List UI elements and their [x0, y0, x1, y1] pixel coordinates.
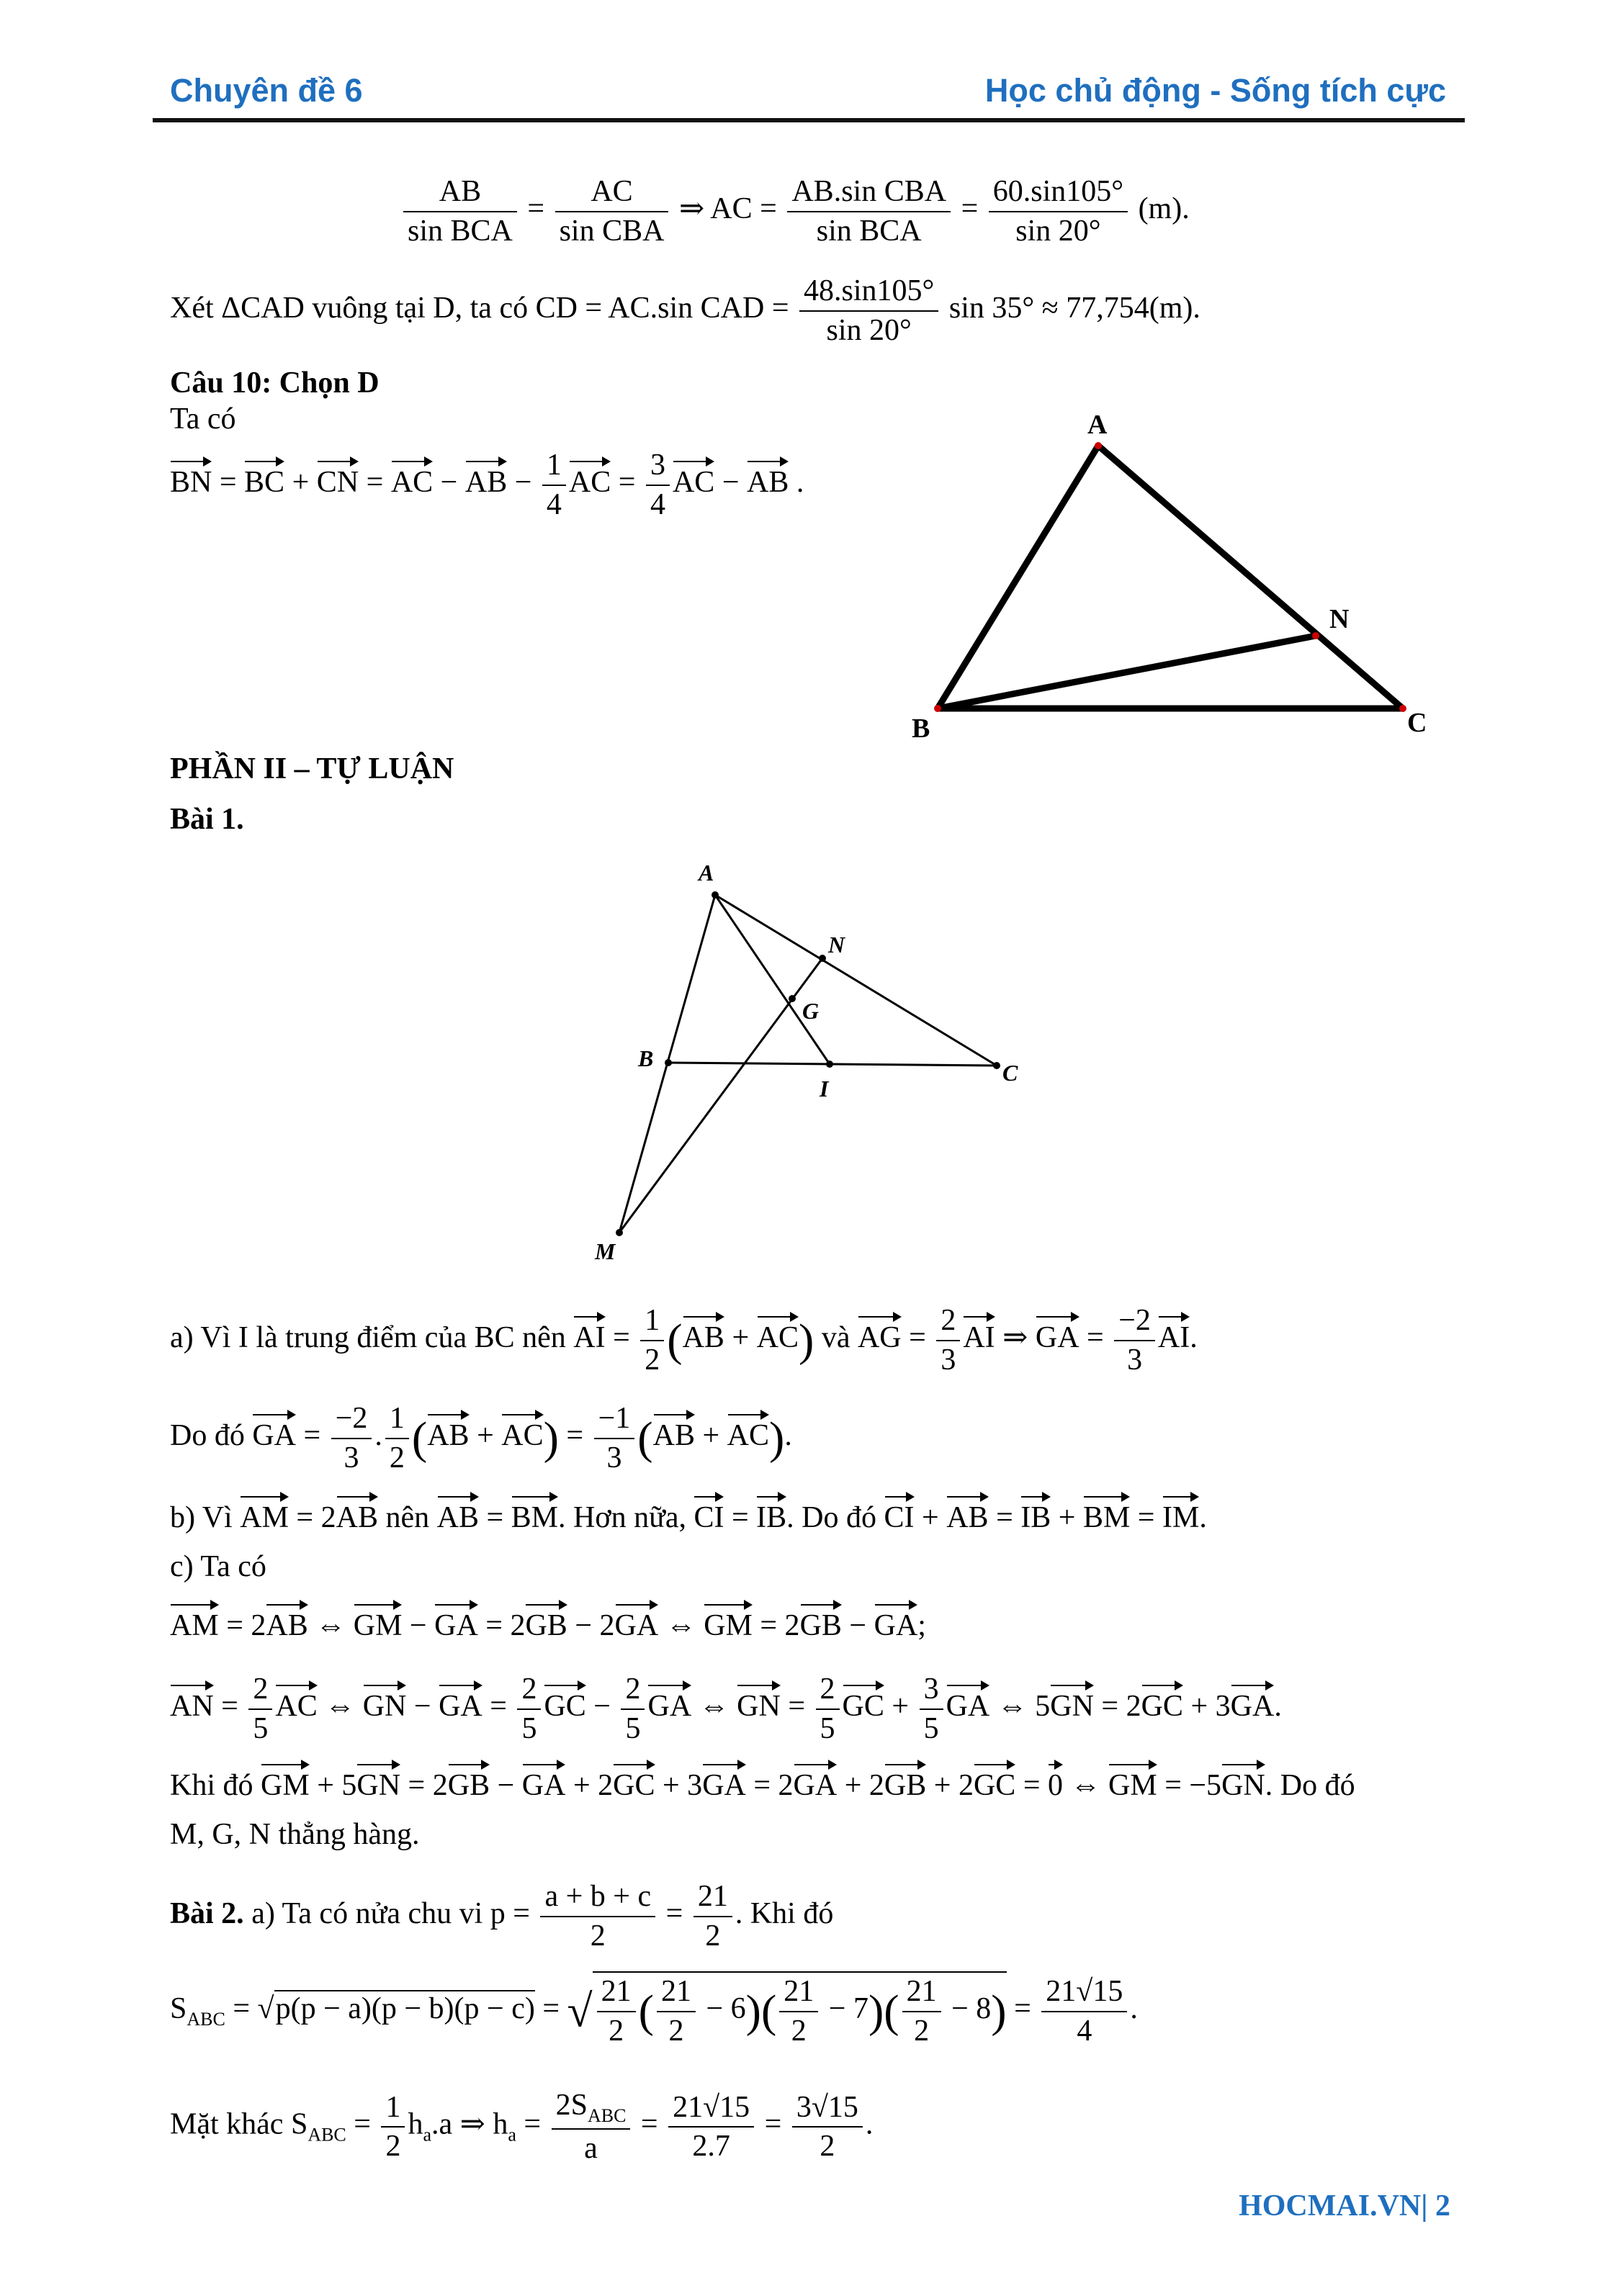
- point-c: [1399, 705, 1406, 712]
- part-a: a) Vì I là trung điểm của BC nên AI = $\frac{1}{2}$ (AB + AC) và AG = $\frac{2}{3}$ AI ⇒ GA = $\frac{-2}{3}$ AI.: [170, 1302, 1198, 1379]
- bn-vector-equation: BN = BC + CN = AC − AB − $\frac{1}{4}$ AC = $\frac{3}{4}$ AC − AB .: [170, 446, 804, 523]
- footer-page-number: HOCMAI.VN| 2: [1239, 2189, 1450, 2223]
- fig2-label-n: N: [828, 932, 845, 958]
- heron-formula: $S_{ABC} = √p(p - a)(p - b)(p - c)$ = √ $\frac{21}{2}$ ( $\frac{21}{2}$ − 6)( $\frac{21}{2}$ − 7)( $\frac{21}{2}$ − 8) = $\frac{21√15}{4}$ .: [170, 1971, 1138, 2050]
- do-do-ga: Do đó GA = $\frac{-2}{3}$ . $\frac{1}{2}$ (AB + AC) = $\frac{-1}{3}$ (AB + AC).: [170, 1400, 792, 1477]
- height-formula: Mặt khác $S_{ABC}$ = $\frac{1}{2}$ $h_a.a$ ⇒ $h_a$ = $2S_{ABC}$ a = $\frac{21√15}{2.7}$ = $\frac{3√15}{2}$ .: [170, 2086, 873, 2167]
- median-ai: [715, 895, 830, 1064]
- fig1-label-b: B: [912, 713, 930, 744]
- cau10-taco: Ta có: [170, 402, 236, 436]
- fig2-label-i: I: [820, 1076, 829, 1102]
- phan2-title: PHẦN II – TỰ LUẬN: [170, 752, 454, 785]
- point-b: [934, 705, 941, 712]
- law-of-sines-equation: AB sin BCA = AC sin CBA ⇒ AC = AB.sin CBA sin BCA = $\frac{60.\sin 105^\circ}{\sin 20^\circ}$ (m).: [400, 173, 1190, 250]
- part-c-line3: Khi đó GM + 5GN = 2GB − GA + 2GC + 3GA = 2GA + 2GB + 2GC = 0 ⇔ GM = −5GN. Do đó: [170, 1762, 1355, 1803]
- bai1-title: Bài 1.: [170, 803, 244, 836]
- cau10-title: Câu 10: Chọn D: [170, 366, 380, 400]
- fig2-label-m: M: [595, 1238, 616, 1264]
- point-n: [1312, 632, 1319, 639]
- fig1-label-a: A: [1087, 410, 1108, 440]
- fig2-label-b: B: [638, 1045, 654, 1071]
- header-chapter: Chuyên đề 6: [170, 72, 363, 109]
- fig2-label-a: A: [699, 860, 714, 886]
- segment-ac: [715, 895, 997, 1066]
- bai2-semiperimeter: Bài 2. a) Ta có nửa chu vi p = $\frac{a + b + c}{2}$ = $\frac{21}{2}$ . Khi đó: [170, 1878, 833, 1955]
- fig1-label-c: C: [1407, 708, 1427, 738]
- part-c-line1: AM = 2AB ⇔ GM − GA = 2GB − 2GA ⇔ GM = 2GB − GA;: [170, 1603, 926, 1643]
- part-c-conclusion: M, G, N thẳng hàng.: [170, 1818, 420, 1851]
- cd-equation: Xét ΔCAD vuông tại D, ta có CD = AC.sin CAD = $\frac{48.\sin 105^\circ}{\sin 20^\circ}$ sin 35° ≈ 77,754(m).: [170, 272, 1200, 349]
- part-c-title: c) Ta có: [170, 1550, 266, 1583]
- header-slogan: Học chủ động - Sống tích cực: [984, 72, 1446, 109]
- part-b: b) Vì AM = 2AB nên AB = BM. Hơn nữa, CI = IB. Do đó CI + AB = IB + BM = IM.: [170, 1495, 1207, 1535]
- point-a: [1095, 442, 1102, 449]
- fig2-label-g: G: [802, 998, 820, 1024]
- fig2-label-c: C: [1002, 1060, 1018, 1086]
- fig1-label-n: N: [1329, 604, 1350, 634]
- part-c-line2: AN = $\frac{2}{5}$ AC ⇔ GN − GA = $\frac{2}{5}$ GC − $\frac{2}{5}$ GA ⇔ GN = $\frac{2}{5}$ GC + $\frac{3}{5}$ GA ⇔ 5GN = 2GC + 3GA.: [170, 1670, 1282, 1747]
